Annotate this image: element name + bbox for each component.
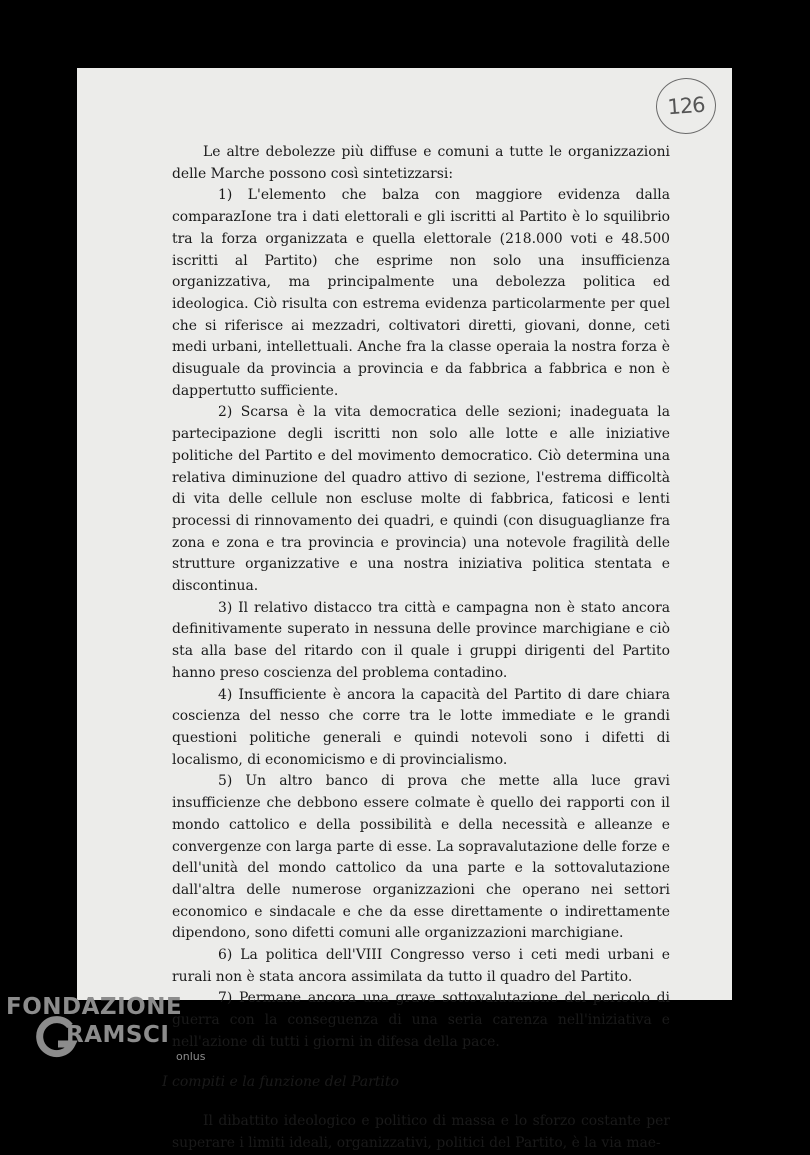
list-item-2: 2) Scarsa è la vita democratica delle sezioni; inadeguata la partecipazione degli iscritti non solo alle lotte e alle iniziative politiche del Partito e del movimento democratico. Ciò determina una relativa diminuzione del quadro attivo di sezione, l'estrema difficoltà di vita delle cellule non escluse molte di fabbrica, faticosi e lenti processi di rinnovamento dei quadri, e quindi (con disuguaglianze fra zona e zona e tra provincia e provincia) una notevole fragilità delle strutture organizzative e una nostra iniziativa politica stentata e discontinua. (172, 404, 670, 595)
watermark-line-2: RAMSCI (66, 1022, 170, 1048)
section-heading: I compiti e la funzione del Partito (162, 1073, 399, 1090)
list-item-7: 7) Permane ancora una grave sottovalutazione del pericolo di guerra con la conseguenza di una seria carenza nell'iniziativa e nell'azione di tutti i giorni in difesa della pace. (172, 990, 670, 1050)
list-item-4: 4) Insufficiente è ancora la capacità del Partito di dare chiara coscienza del nesso che corre tra le lotte immediate e le grandi questioni politiche generali e quindi notevoli sono i difetti di localismo, di economicismo e di provincialismo. (172, 686, 670, 768)
document-body (162, 142, 670, 1155)
list-item-3: 3) Il relativo distacco tra città e campagna non è stato ancora definitivamente superato in nessuna delle province marchigiane e ciò sta alla base del ritardo con il quale i gruppi dirigenti del Partito hanno preso coscienza del problema contadino. (172, 599, 670, 681)
list-item-1: 1) L'elemento che balza con maggiore evidenza dalla comparazIone tra i dati elettorali e gli iscritti al Partito è lo squilibrio tra la forza organizzata e quella elettorale (218.000 voti e 48.500 iscritti al Partito) che esprime non solo una insufficienza organizzativa, ma principalmente una debolezza politica ed ideologica. Ciò risulta con estrema evidenza particolarmente per quel che si riferisce ai mezzadri, coltivatori diretti, giovani, donne, ceti medi urbani, intellettuali. Anche fra la classe operaia la nostra forza è disuguale da provincia a provincia e da fabbrica a fabbrica e non è dappertutto sufficiente. (172, 187, 670, 399)
watermark-line-3: onlus (176, 1050, 206, 1063)
list-item-6: 6) La politica dell'VIII Congresso verso i ceti medi urbani e rurali non è stata ancora assimilata da tutto il quadro del Partito. (172, 947, 670, 985)
watermark-logo (6, 992, 206, 1072)
list-item-5: 5) Un altro banco di prova che mette alla luce gravi insufficienze che debbono essere colmate è quello dei rapporti con il mondo cattolico e della possibilità e della necessità e alleanze e convergenze con larga parte di esse. La sopravalutazione delle forze e dell'unità del mondo cattolico da una parte e la sottovalutazione dall'altra delle numerose organizzazioni che operano nei settori economico e sindacale e che da esse direttamente o indirettamente dipendono, sono difetti comuni alle organizzazioni marchigiane. (172, 773, 670, 942)
closing-paragraph: Il dibattito ideologico e politico di massa e lo sforzo costante per superare i limiti ideali, organizzativi, politici del Partito, è la via mae- (172, 1113, 670, 1151)
intro-paragraph: Le altre debolezze più diffuse e comuni a tutte le organizzazioni delle Marche possono così sintetizzarsi: (172, 144, 670, 182)
watermark-line-1: FONDAZIONE (6, 994, 183, 1020)
page-number-stamp: 126 (654, 76, 718, 136)
